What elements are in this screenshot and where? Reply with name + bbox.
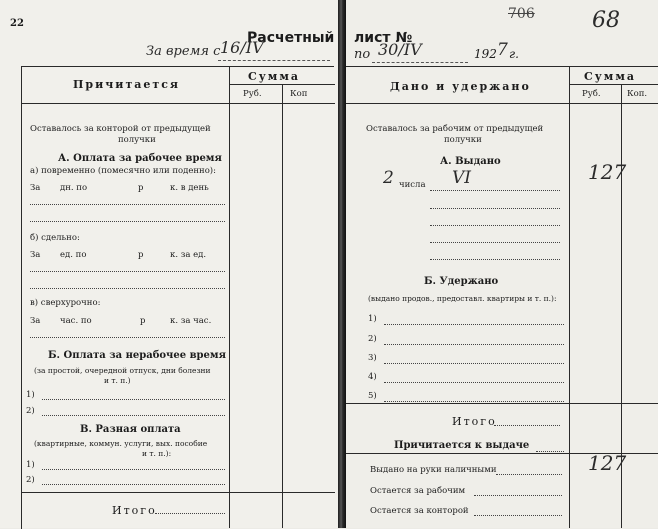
right-item-4: 4)	[368, 372, 377, 382]
period-from: 16/IV	[220, 38, 264, 57]
right-item-4-line	[384, 382, 564, 383]
form-title-left: Расчетный	[247, 30, 335, 46]
period-to-underline	[372, 62, 468, 63]
book-gutter	[338, 0, 346, 528]
a-row-days: дн. по	[60, 183, 88, 193]
right-item-2-line	[384, 344, 564, 345]
remains-worker-line	[474, 495, 562, 496]
due-line	[536, 451, 564, 452]
left-c-sub: в) сверхурочно:	[30, 298, 101, 308]
left-v-item1-line	[42, 469, 225, 470]
left-v-item2-line	[42, 484, 225, 485]
right-total-separator	[346, 403, 658, 404]
left-section-b-note1: (за простой, очередной отпуск, дни болезни	[34, 366, 211, 375]
period-underline	[218, 60, 330, 61]
right-header-bottom	[346, 103, 658, 104]
left-section-v-note1: (квартирные, коммун. услуги, вых. пособие	[34, 439, 208, 448]
right-page	[346, 0, 658, 528]
c-row-za: За	[30, 316, 41, 326]
remains-office-label: Остается за конторой	[370, 506, 469, 516]
left-section-v: В. Разная оплата	[80, 424, 181, 435]
issued-amount: 127	[588, 160, 627, 184]
left-sum-subdivider	[229, 84, 335, 85]
a-dotline-2	[30, 221, 225, 222]
due-label: Причитается к выдаче	[394, 440, 530, 451]
left-rub-kop-divider	[282, 84, 283, 528]
right-sum-header: Сумма	[584, 70, 637, 83]
right-item-3: 3)	[368, 353, 377, 363]
left-b-item2-line	[42, 415, 225, 416]
year-prefix: 192	[474, 47, 497, 61]
left-column-title: Причитается	[73, 78, 181, 91]
year-suffix: г.	[509, 47, 519, 61]
right-total-label: Итого	[452, 415, 497, 428]
b-row-units: ед. по	[60, 250, 87, 260]
right-total-line	[494, 425, 560, 426]
left-section-b-note2: и т. п.)	[104, 376, 131, 385]
remains-office-line	[474, 515, 562, 516]
left-section-v-note2: и т. п.):	[142, 449, 172, 458]
a-row-za: За	[30, 183, 41, 193]
left-rub-header: Руб.	[243, 89, 262, 99]
right-a-dotline-1	[430, 208, 560, 209]
right-column-title: Дано и удержано	[390, 80, 531, 93]
left-remaining-line1: Оставалось за конторой от предыдущей	[30, 124, 211, 134]
b-row-r: р	[138, 250, 144, 260]
c-row-hours: час. по	[60, 316, 92, 326]
left-total-label: Итого	[112, 504, 157, 517]
left-a-sub: а) повременно (помесячно или поденно):	[30, 166, 216, 176]
period-prefix: За время с	[146, 44, 221, 59]
left-b-sub: б) сдельно:	[30, 233, 80, 243]
a-dotline-1	[30, 204, 225, 205]
year-digit: 7	[497, 40, 508, 60]
right-item-5-line	[384, 401, 564, 402]
a-row-r: р	[138, 183, 144, 193]
b-dotline-1	[30, 271, 225, 272]
right-section-b-note: (выдано продов., предоставл. квартиры и т. п.):	[368, 294, 557, 303]
right-a-dotline-2	[430, 225, 560, 226]
cash-line	[496, 474, 562, 475]
left-sum-header: Сумма	[248, 70, 301, 83]
right-kop-header: Коп.	[627, 89, 648, 99]
left-kop-header: Коп	[290, 89, 308, 99]
right-item-2: 2)	[368, 334, 377, 344]
form-title-right: лист №	[354, 30, 413, 46]
b-row-za: За	[30, 250, 41, 260]
right-item-1-line	[384, 324, 564, 325]
period-to-prefix: по	[354, 47, 371, 62]
a-row-k: к. в день	[170, 183, 209, 193]
right-sum-divider	[569, 66, 570, 528]
left-b-item1: 1)	[26, 390, 35, 400]
issued-line	[430, 190, 560, 191]
left-v-item1: 1)	[26, 460, 35, 470]
left-section-b: Б. Оплата за нерабочее время	[48, 350, 226, 361]
right-a-dotline-3	[430, 242, 560, 243]
left-section-a: А. Оплата за рабочее время	[58, 153, 222, 164]
right-section-b: Б. Удержано	[424, 276, 499, 287]
right-item-1: 1)	[368, 314, 377, 324]
right-remaining-line2: получки	[444, 135, 482, 145]
issued-day: 2	[383, 168, 394, 188]
right-a-dotline-4	[430, 259, 560, 260]
corner-number: 68	[592, 8, 620, 33]
issued-label: числа	[399, 180, 426, 190]
cash-amount: 127	[588, 451, 627, 475]
cash-label: Выдано на руки наличными	[370, 465, 497, 475]
right-item-3-line	[384, 363, 564, 364]
right-sum-subdivider	[569, 84, 658, 85]
left-total-line	[155, 513, 225, 514]
left-sum-divider	[229, 66, 230, 528]
period-to: 30/IV	[378, 40, 422, 59]
right-rub-header: Руб.	[582, 89, 601, 99]
page-number: 22	[10, 18, 24, 29]
left-v-item2: 2)	[26, 475, 35, 485]
left-b-item1-line	[42, 399, 225, 400]
left-b-item2: 2)	[26, 406, 35, 416]
right-item-5: 5)	[368, 391, 377, 401]
c-dotline-1	[30, 337, 225, 338]
left-remaining-line2: получки	[118, 135, 156, 145]
c-row-k: к. за час.	[170, 316, 212, 326]
right-remaining-line1: Оставалось за рабочим от предыдущей	[366, 124, 544, 134]
crossed-number: 706	[508, 6, 535, 22]
left-total-separator	[21, 492, 335, 493]
remains-worker-label: Остается за рабочим	[370, 486, 466, 496]
right-section-a: А. Выдано	[440, 156, 501, 167]
b-row-k: к. за ед.	[170, 250, 207, 260]
c-row-r: р	[140, 316, 146, 326]
b-dotline-2	[30, 288, 225, 289]
issued-month: VI	[452, 168, 471, 188]
left-header-bottom	[21, 103, 335, 104]
